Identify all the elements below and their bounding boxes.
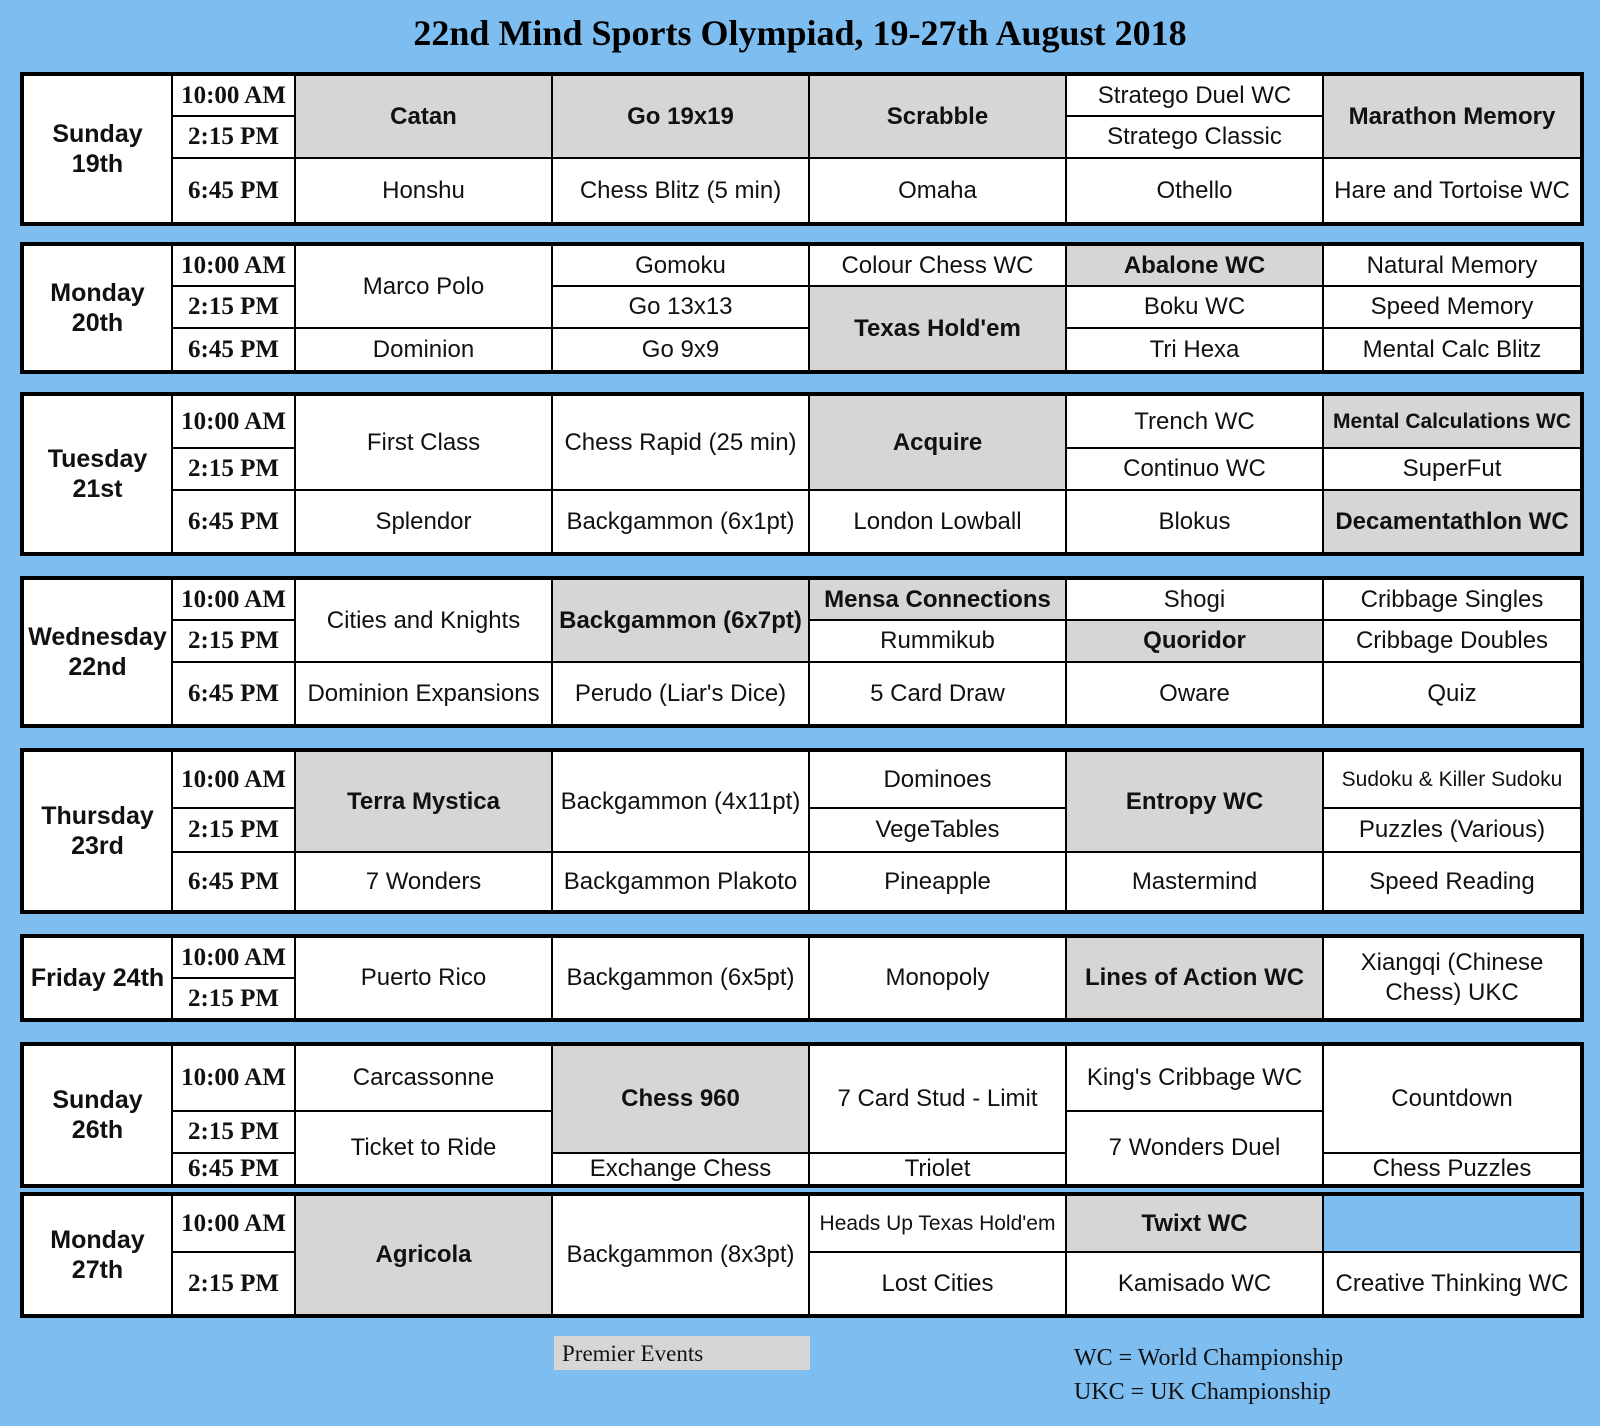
event-cell: Creative Thinking WC — [1323, 1252, 1582, 1316]
event-cell: Backgammon (6x1pt) — [552, 490, 809, 554]
event-cell: Backgammon (8x3pt) — [552, 1194, 809, 1316]
time-slot: 6:45 PM — [172, 662, 295, 726]
event-cell: Chess Rapid (25 min) — [552, 394, 809, 490]
event-cell: Backgammon Plakoto — [552, 852, 809, 912]
time-slot: 2:15 PM — [172, 1252, 295, 1316]
day-block-sunday-26 — [20, 1042, 1584, 1188]
event-cell: Catan — [295, 74, 552, 158]
event-cell: Continuo WC — [1066, 448, 1323, 490]
event-cell: Rummikub — [809, 620, 1066, 662]
event-cell: Hare and Tortoise WC — [1323, 158, 1582, 224]
time-slot: 10:00 AM — [172, 244, 295, 286]
event-cell: 5 Card Draw — [809, 662, 1066, 726]
time-slot: 6:45 PM — [172, 852, 295, 912]
event-cell: Monopoly — [809, 936, 1066, 1020]
event-cell: Terra Mystica — [295, 750, 552, 852]
day-label: Monday 27th — [22, 1194, 172, 1316]
event-cell: Splendor — [295, 490, 552, 554]
time-slot: 10:00 AM — [172, 74, 295, 116]
event-cell: Dominion Expansions — [295, 662, 552, 726]
event-cell: Sudoku & Killer Sudoku — [1323, 750, 1582, 808]
day-block-thursday-23 — [20, 748, 1584, 914]
event-cell: Honshu — [295, 158, 552, 224]
event-cell: Lost Cities — [809, 1252, 1066, 1316]
event-cell: Cribbage Singles — [1323, 578, 1582, 620]
day-block-monday-20 — [20, 242, 1584, 374]
day-label: Monday 20th — [22, 244, 172, 372]
event-cell: Othello — [1066, 158, 1323, 224]
event-cell: Mensa Connections — [809, 578, 1066, 620]
time-slot: 2:15 PM — [172, 286, 295, 328]
event-cell: Cities and Knights — [295, 578, 552, 662]
event-cell: Omaha — [809, 158, 1066, 224]
time-slot: 10:00 AM — [172, 1044, 295, 1111]
event-cell: Stratego Classic — [1066, 116, 1323, 158]
event-cell: Chess Blitz (5 min) — [552, 158, 809, 224]
event-cell: Marco Polo — [295, 244, 552, 328]
empty-slot — [1323, 1194, 1582, 1252]
event-cell: Natural Memory — [1323, 244, 1582, 286]
page-title: 22nd Mind Sports Olympiad, 19-27th August 2018 — [413, 13, 1187, 53]
event-cell: VegeTables — [809, 808, 1066, 852]
event-cell: Countdown — [1323, 1044, 1582, 1153]
event-cell: Trench WC — [1066, 394, 1323, 448]
event-cell: Quiz — [1323, 662, 1582, 726]
event-cell: Backgammon (6x5pt) — [552, 936, 809, 1020]
event-cell: Kamisado WC — [1066, 1252, 1323, 1316]
event-cell: Backgammon (6x7pt) — [552, 578, 809, 662]
event-cell: Agricola — [295, 1194, 552, 1316]
event-cell: Marathon Memory — [1323, 74, 1582, 158]
event-cell: Puzzles (Various) — [1323, 808, 1582, 852]
event-cell: Exchange Chess — [552, 1153, 809, 1186]
time-slot: 10:00 AM — [172, 394, 295, 448]
event-cell: London Lowball — [809, 490, 1066, 554]
event-cell: Tri Hexa — [1066, 328, 1323, 372]
time-slot: 6:45 PM — [172, 158, 295, 224]
day-label: Sunday 26th — [22, 1044, 172, 1186]
time-slot: 10:00 AM — [172, 936, 295, 978]
event-cell: Cribbage Doubles — [1323, 620, 1582, 662]
day-block-wednesday-22 — [20, 576, 1584, 728]
legend-ukc: UKC = UK Championship — [1074, 1379, 1331, 1405]
legend-wc: WC = World Championship — [1074, 1345, 1344, 1371]
time-slot: 10:00 AM — [172, 1194, 295, 1252]
event-cell: Ticket to Ride — [295, 1111, 552, 1186]
time-slot: 2:15 PM — [172, 978, 295, 1020]
event-cell: Decamentathlon WC — [1323, 490, 1582, 554]
legend-premier-events: Premier Events — [554, 1336, 810, 1370]
event-cell: Mental Calculations WC — [1323, 394, 1582, 448]
day-label: Sunday 19th — [22, 74, 172, 224]
event-cell: Xiangqi (Chinese Chess) UKC — [1323, 936, 1582, 1020]
event-cell: First Class — [295, 394, 552, 490]
day-block-monday-27 — [20, 1192, 1584, 1318]
day-label: Friday 24th — [22, 936, 172, 1020]
time-slot: 2:15 PM — [172, 116, 295, 158]
time-slot: 2:15 PM — [172, 448, 295, 490]
day-label: Tuesday 21st — [22, 394, 172, 554]
day-label: Wednesday 22nd — [22, 578, 172, 726]
event-cell: Colour Chess WC — [809, 244, 1066, 286]
event-cell: Oware — [1066, 662, 1323, 726]
event-cell: Abalone WC — [1066, 244, 1323, 286]
event-cell: Texas Hold'em — [809, 286, 1066, 372]
event-cell: Go 19x19 — [552, 74, 809, 158]
day-block-friday-24 — [20, 934, 1584, 1022]
event-cell: Puerto Rico — [295, 936, 552, 1020]
event-cell: Boku WC — [1066, 286, 1323, 328]
event-cell: Acquire — [809, 394, 1066, 490]
event-cell: Blokus — [1066, 490, 1323, 554]
event-cell: Pineapple — [809, 852, 1066, 912]
event-cell: Mastermind — [1066, 852, 1323, 912]
event-cell: Go 9x9 — [552, 328, 809, 372]
event-cell: King's Cribbage WC — [1066, 1044, 1323, 1111]
time-slot: 2:15 PM — [172, 620, 295, 662]
time-slot: 2:15 PM — [172, 808, 295, 852]
event-cell: Mental Calc Blitz — [1323, 328, 1582, 372]
event-cell: Dominoes — [809, 750, 1066, 808]
event-cell: Triolet — [809, 1153, 1066, 1186]
event-cell: Stratego Duel WC — [1066, 74, 1323, 116]
event-cell: Shogi — [1066, 578, 1323, 620]
event-cell: Go 13x13 — [552, 286, 809, 328]
day-label: Thursday 23rd — [22, 750, 172, 912]
event-cell: Speed Memory — [1323, 286, 1582, 328]
event-cell: 7 Card Stud - Limit — [809, 1044, 1066, 1153]
event-cell: Heads Up Texas Hold'em — [809, 1194, 1066, 1252]
event-cell: Gomoku — [552, 244, 809, 286]
event-cell: Dominion — [295, 328, 552, 372]
event-cell: Chess 960 — [552, 1044, 809, 1153]
event-cell: Quoridor — [1066, 620, 1323, 662]
time-slot: 2:15 PM — [172, 1111, 295, 1153]
time-slot: 10:00 AM — [172, 578, 295, 620]
day-block-tuesday-21 — [20, 392, 1584, 556]
time-slot: 10:00 AM — [172, 750, 295, 808]
event-cell: SuperFut — [1323, 448, 1582, 490]
event-cell: 7 Wonders Duel — [1066, 1111, 1323, 1186]
event-cell: Backgammon (4x11pt) — [552, 750, 809, 852]
time-slot: 6:45 PM — [172, 490, 295, 554]
day-block-sunday-19 — [20, 72, 1584, 226]
event-cell: Scrabble — [809, 74, 1066, 158]
event-cell: 7 Wonders — [295, 852, 552, 912]
event-cell: Lines of Action WC — [1066, 936, 1323, 1020]
time-slot: 6:45 PM — [172, 328, 295, 372]
legend-abbreviations — [1074, 1341, 1343, 1409]
event-cell: Speed Reading — [1323, 852, 1582, 912]
time-slot: 6:45 PM — [172, 1153, 295, 1186]
event-cell: Perudo (Liar's Dice) — [552, 662, 809, 726]
event-cell: Carcassonne — [295, 1044, 552, 1111]
event-cell: Twixt WC — [1066, 1194, 1323, 1252]
event-cell: Entropy WC — [1066, 750, 1323, 852]
event-cell: Chess Puzzles — [1323, 1153, 1582, 1186]
